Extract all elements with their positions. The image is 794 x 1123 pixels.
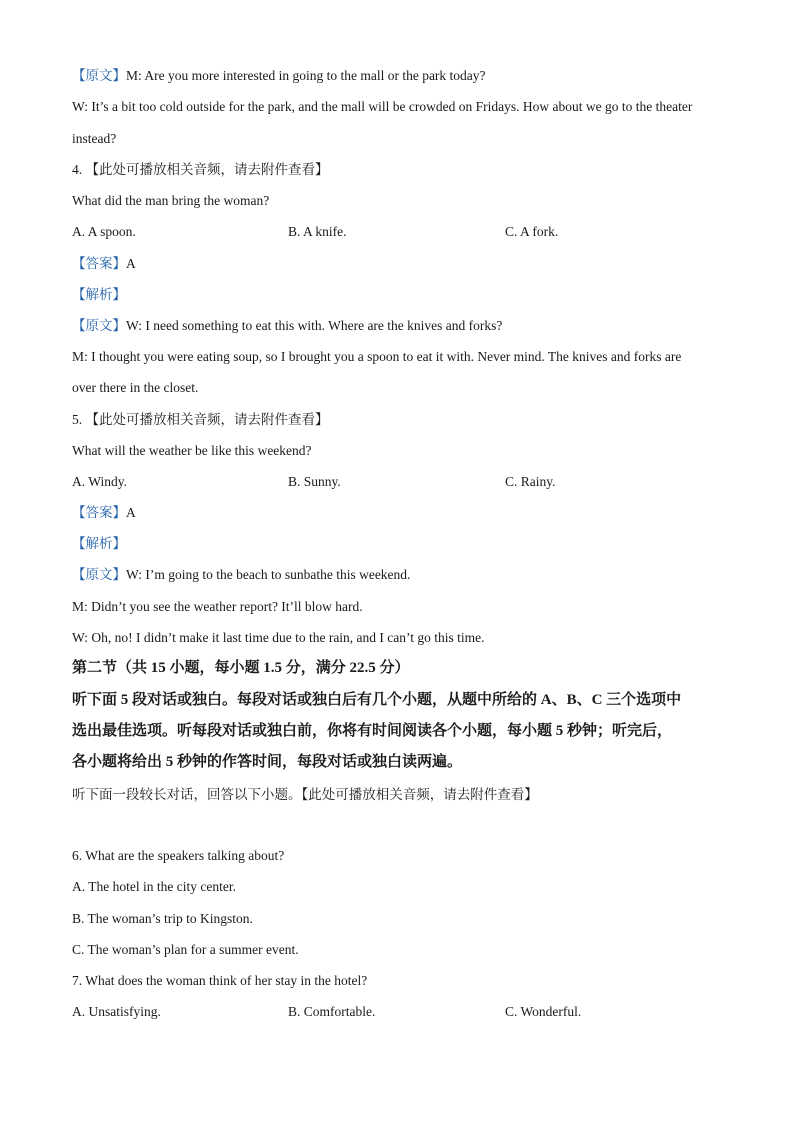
option-b: B. A knife. xyxy=(288,224,347,239)
listening-intro: 听下面一段较长对话，回答以下小题。【此处可播放相关音频，请去附件查看】 xyxy=(72,787,538,802)
transcript-line: instead? xyxy=(72,131,117,146)
option-c: C. Rainy. xyxy=(505,474,556,489)
audio-note: 【此处可播放相关音频，请去附件查看】 xyxy=(85,412,329,427)
option-a: A. Windy. xyxy=(72,474,127,489)
section-instructions: 选出最佳选项。听每段对话或独白前，你将有时间阅读各个小题，每小题 5 秒钟；听完后， xyxy=(72,723,673,739)
section-instructions: 听下面 5 段对话或独白。每段对话或独白后有几个小题，从题中所给的 A、B、C 三个选项中 xyxy=(72,692,682,708)
option-b: B. Comfortable. xyxy=(288,1004,376,1019)
transcript-line: M: Didn’t you see the weather report? It’ll blow hard. xyxy=(72,599,363,614)
section-instructions: 各小题将给出 5 秒钟的作答时间，每段对话或独白读两遍。 xyxy=(72,754,463,770)
option-a: A. The hotel in the city center. xyxy=(72,879,236,894)
question-7-text: 7. What does the woman think of her stay in the hotel? xyxy=(72,973,368,988)
transcript-tag: 【原文】 xyxy=(72,318,126,333)
question-6-text: 6. What are the speakers talking about? xyxy=(72,848,285,863)
transcript-tag: 【原文】 xyxy=(72,68,126,83)
section-heading: 第二节（共 15 小题，每小题 1.5 分，满分 22.5 分） xyxy=(72,660,410,676)
transcript-line: 【原文】W: I need something to eat this with. Where are the knives and forks? xyxy=(72,318,503,333)
answer-value: A xyxy=(126,505,136,520)
transcript-line: W: It’s a bit too cold outside for the park, and the mall will be crowded on Fridays. How about we go to the theater xyxy=(72,99,693,114)
option-b: B. Sunny. xyxy=(288,474,341,489)
transcript-line: 【原文】W: I’m going to the beach to sunbathe this weekend. xyxy=(72,567,411,582)
question-4-header: 4. 【此处可播放相关音频，请去附件查看】 xyxy=(72,162,329,177)
transcript-line: W: Oh, no! I didn’t make it last time due to the rain, and I can’t go this time. xyxy=(72,630,485,645)
answer-tag: 【答案】 xyxy=(72,505,126,520)
option-c: C. A fork. xyxy=(505,224,559,239)
question-5-text: What will the weather be like this weekend? xyxy=(72,443,312,458)
answer-value: A xyxy=(126,256,136,271)
analysis-tag: 【解析】 xyxy=(72,536,126,551)
analysis-tag: 【解析】 xyxy=(72,287,126,302)
option-a: A. A spoon. xyxy=(72,224,136,239)
transcript-line: 【原文】M: Are you more interested in going to the mall or the park today? xyxy=(72,68,486,83)
answer-tag: 【答案】 xyxy=(72,256,126,271)
answer-line xyxy=(72,255,136,273)
answer-line xyxy=(72,504,136,522)
transcript-line: over there in the closet. xyxy=(72,380,199,395)
question-4-text: What did the man bring the woman? xyxy=(72,193,270,208)
option-c: C. Wonderful. xyxy=(505,1004,582,1019)
audio-note: 【此处可播放相关音频，请去附件查看】 xyxy=(85,162,329,177)
option-a: A. Unsatisfying. xyxy=(72,1004,161,1019)
option-c: C. The woman’s plan for a summer event. xyxy=(72,942,299,957)
question-5-header: 5. 【此处可播放相关音频，请去附件查看】 xyxy=(72,412,329,427)
option-b: B. The woman’s trip to Kingston. xyxy=(72,911,253,926)
transcript-tag: 【原文】 xyxy=(72,567,126,582)
transcript-line: M: I thought you were eating soup, so I brought you a spoon to eat it with. Never mind. The knives and forks are xyxy=(72,349,682,364)
